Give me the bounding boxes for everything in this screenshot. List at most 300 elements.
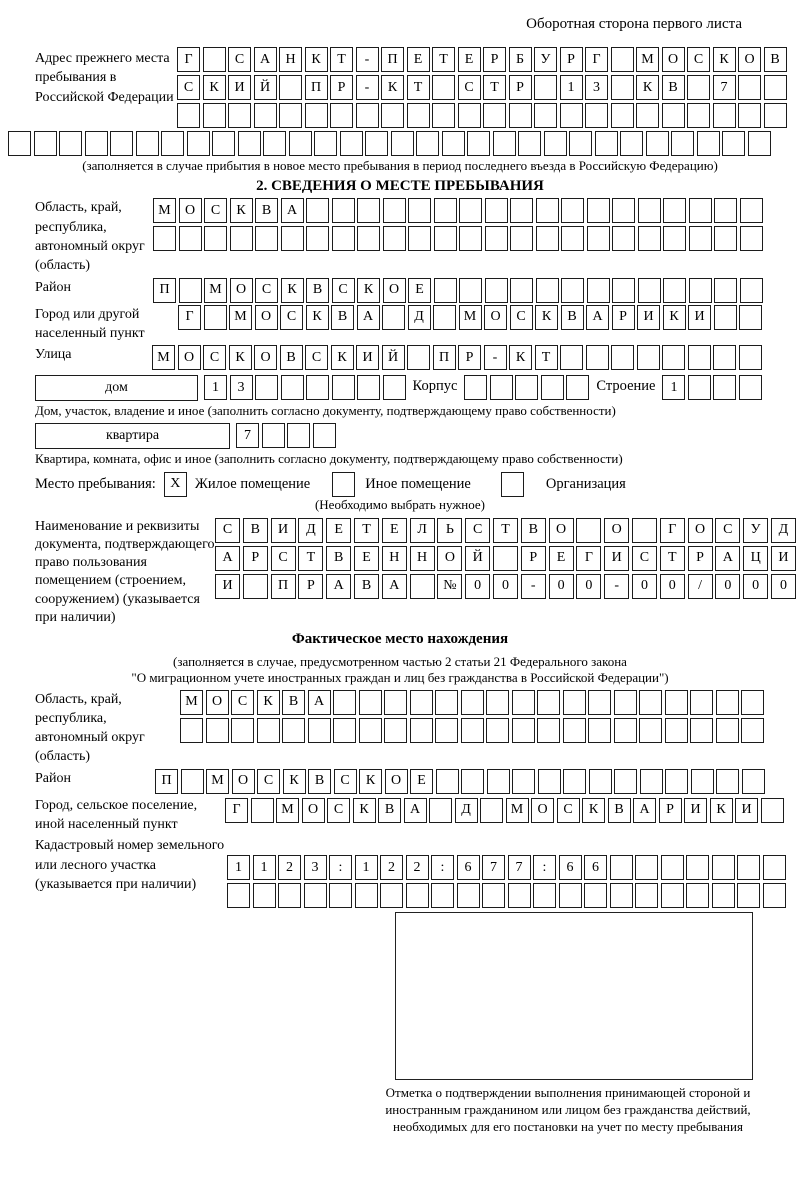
char-box: Р: [659, 798, 682, 823]
char-box: К: [203, 75, 226, 100]
char-box: Т: [354, 518, 379, 543]
char-box: [534, 103, 557, 128]
char-box: [384, 718, 407, 743]
char-box: С: [203, 345, 226, 370]
char-box: В: [354, 574, 379, 599]
char-box: Г: [225, 798, 248, 823]
char-box: И: [688, 305, 711, 330]
char-box: [508, 883, 531, 908]
char-box: [257, 718, 280, 743]
char-box: [635, 855, 658, 880]
char-box: Й: [382, 345, 405, 370]
char-box: К: [710, 798, 733, 823]
char-box: [279, 103, 302, 128]
char-box: Р: [688, 546, 713, 571]
s2-oblast-row: [35, 198, 800, 275]
char-box: [355, 883, 378, 908]
char-box: В: [561, 305, 584, 330]
char-box: Т: [298, 546, 323, 571]
char-box: Н: [279, 47, 302, 72]
char-box: Б: [509, 47, 532, 72]
char-box: [761, 798, 784, 823]
char-box: 0: [549, 574, 574, 599]
char-box: [136, 131, 159, 156]
char-box: К: [283, 769, 306, 794]
s2-dom-box: дом: [35, 375, 198, 401]
char-box: А: [357, 305, 380, 330]
option-zhiloe-label: Жилое помещение: [194, 475, 311, 492]
char-box: О: [531, 798, 554, 823]
char-box: К: [305, 47, 328, 72]
char-box: [587, 226, 610, 251]
char-box: [518, 131, 541, 156]
char-box: М: [206, 769, 229, 794]
char-box: [763, 855, 786, 880]
char-box: [538, 769, 561, 794]
char-box: [238, 131, 261, 156]
char-box: 1: [560, 75, 583, 100]
char-box: [483, 103, 506, 128]
char-box: К: [229, 345, 252, 370]
char-box: К: [357, 278, 380, 303]
char-box: :: [329, 855, 352, 880]
char-box: [436, 769, 459, 794]
char-box: [738, 103, 761, 128]
s2-ulitsa-cells: [152, 345, 762, 370]
s2-doc-cells-1: [215, 518, 796, 543]
char-box: [179, 278, 202, 303]
char-box: 7: [713, 75, 736, 100]
char-box: [639, 718, 662, 743]
char-box: [384, 690, 407, 715]
char-box: [512, 690, 535, 715]
char-box: [740, 278, 763, 303]
fact-note-2: "О миграционном учете иностранных граждан и лиц без гражданства в Российской Федерации"): [131, 670, 669, 686]
char-box: О: [604, 518, 629, 543]
char-box: О: [738, 47, 761, 72]
char-box: [407, 345, 430, 370]
char-box: 0: [715, 574, 740, 599]
fact-oblast-row: [35, 690, 800, 767]
char-box: К: [353, 798, 376, 823]
char-box: [690, 718, 713, 743]
char-box: Й: [465, 546, 490, 571]
char-box: О: [232, 769, 255, 794]
char-box: [611, 47, 634, 72]
char-box: №: [437, 574, 462, 599]
prev-address-row-2: [177, 75, 787, 100]
char-box: [640, 769, 663, 794]
char-box: А: [633, 798, 656, 823]
char-box: М: [459, 305, 482, 330]
char-box: [588, 690, 611, 715]
fact-rayon-row: [35, 769, 800, 794]
char-box: [587, 198, 610, 223]
char-box: О: [230, 278, 253, 303]
char-box: /: [688, 574, 713, 599]
char-box: [410, 690, 433, 715]
char-box: -: [356, 47, 379, 72]
char-box: О: [385, 769, 408, 794]
section2-title: 2. СВЕДЕНИЯ О МЕСТЕ ПРЕБЫВАНИЯ: [256, 178, 544, 195]
char-box: [561, 198, 584, 223]
char-box: [611, 75, 634, 100]
char-box: М: [180, 690, 203, 715]
char-box: [690, 690, 713, 715]
char-box: [408, 226, 431, 251]
char-box: [739, 345, 762, 370]
char-box: М: [152, 345, 175, 370]
char-box: 1: [355, 855, 378, 880]
char-box: [391, 131, 414, 156]
char-box: [493, 546, 518, 571]
char-box: [340, 131, 363, 156]
char-box: 1: [253, 855, 276, 880]
char-box: [406, 883, 429, 908]
char-box: 0: [576, 574, 601, 599]
char-box: А: [586, 305, 609, 330]
char-box: 0: [465, 574, 490, 599]
char-box: [561, 226, 584, 251]
s2-kvartira-row: [35, 423, 800, 449]
char-box: О: [302, 798, 325, 823]
char-box: [612, 278, 635, 303]
char-box: [663, 278, 686, 303]
char-box: П: [155, 769, 178, 794]
char-box: Р: [330, 75, 353, 100]
char-box: С: [257, 769, 280, 794]
s2-doc-label: Наименование и реквизиты документа, подтверждающего право пользования помещением (строением, сооружением) (указывается при наличии): [35, 518, 215, 625]
char-box: [637, 345, 660, 370]
char-box: К: [636, 75, 659, 100]
char-box: А: [254, 47, 277, 72]
char-box: В: [255, 198, 278, 223]
char-box: Р: [612, 305, 635, 330]
char-box: [737, 883, 760, 908]
char-box: Ь: [437, 518, 462, 543]
char-box: У: [743, 518, 768, 543]
char-box: В: [308, 769, 331, 794]
char-box: [329, 883, 352, 908]
char-box: [646, 131, 669, 156]
char-box: К: [381, 75, 404, 100]
s2-stroenie-label: Строение: [596, 378, 656, 395]
char-box: [332, 198, 355, 223]
char-box: П: [381, 47, 404, 72]
char-box: [357, 226, 380, 251]
char-box: [228, 103, 251, 128]
char-box: В: [280, 345, 303, 370]
char-box: [381, 103, 404, 128]
char-box: В: [378, 798, 401, 823]
char-box: [586, 345, 609, 370]
char-box: С: [255, 278, 278, 303]
char-box: [486, 718, 509, 743]
char-box: [537, 718, 560, 743]
char-box: И: [735, 798, 758, 823]
char-box: [663, 198, 686, 223]
char-box: [480, 798, 503, 823]
char-box: [740, 226, 763, 251]
char-box: Г: [178, 305, 201, 330]
char-box: [561, 278, 584, 303]
char-box: [485, 278, 508, 303]
char-box: [485, 226, 508, 251]
char-box: [689, 278, 712, 303]
char-box: К: [535, 305, 558, 330]
char-box: [614, 769, 637, 794]
char-box: О: [688, 518, 713, 543]
char-box: [435, 718, 458, 743]
char-box: П: [433, 345, 456, 370]
char-box: Н: [410, 546, 435, 571]
char-box: [714, 305, 737, 330]
char-box: [714, 278, 737, 303]
s2-kvartira-box: квартира: [35, 423, 230, 449]
char-box: [563, 718, 586, 743]
char-box: [689, 226, 712, 251]
char-box: В: [764, 47, 787, 72]
char-box: 0: [743, 574, 768, 599]
char-box: [515, 375, 538, 400]
char-box: [177, 103, 200, 128]
char-box: В: [521, 518, 546, 543]
char-box: 7: [482, 855, 505, 880]
char-box: [584, 883, 607, 908]
char-box: Н: [382, 546, 407, 571]
char-box: [459, 278, 482, 303]
char-box: А: [308, 690, 331, 715]
char-box: [611, 345, 634, 370]
char-box: [464, 375, 487, 400]
fact-kadastr-label: Кадастровый номер земельного или лесного участка (указывается при наличии): [35, 838, 225, 892]
char-box: [569, 131, 592, 156]
char-box: К: [306, 305, 329, 330]
char-box: [305, 103, 328, 128]
char-box: [544, 131, 567, 156]
char-box: С: [465, 518, 490, 543]
char-box: Е: [354, 546, 379, 571]
char-box: Т: [660, 546, 685, 571]
char-box: А: [326, 574, 351, 599]
char-box: [763, 883, 786, 908]
char-box: [662, 345, 685, 370]
char-box: О: [549, 518, 574, 543]
char-box: А: [715, 546, 740, 571]
char-box: [589, 769, 612, 794]
prev-address-block: [35, 47, 800, 128]
char-box: К: [257, 690, 280, 715]
char-box: [689, 198, 712, 223]
char-box: Т: [330, 47, 353, 72]
char-box: 3: [230, 375, 253, 400]
prev-address-rows: [177, 47, 787, 128]
char-box: С: [510, 305, 533, 330]
char-box: [612, 226, 635, 251]
char-box: И: [271, 518, 296, 543]
char-box: [431, 883, 454, 908]
char-box: О: [255, 305, 278, 330]
prev-address-note: (заполняется в случае прибытия в новое место пребывания в период последнего въезда в Российскую Федерацию): [82, 158, 718, 173]
char-box: [287, 423, 310, 448]
char-box: С: [458, 75, 481, 100]
char-box: [537, 690, 560, 715]
char-box: С: [557, 798, 580, 823]
char-box: 2: [278, 855, 301, 880]
char-box: С: [231, 690, 254, 715]
char-box: И: [228, 75, 251, 100]
char-box: [230, 226, 253, 251]
char-box: [332, 375, 355, 400]
char-box: С: [632, 546, 657, 571]
char-box: [380, 883, 403, 908]
char-box: Е: [408, 278, 431, 303]
char-box: [467, 131, 490, 156]
s2-ulitsa-row: [35, 345, 800, 370]
char-box: К: [663, 305, 686, 330]
s2-rayon-row: [35, 278, 800, 303]
char-box: [741, 690, 764, 715]
s2-oblast-cells-1: [153, 198, 763, 223]
char-box: Г: [177, 47, 200, 72]
char-box: [490, 375, 513, 400]
s2-ulitsa-label: Улица: [35, 347, 72, 363]
char-box: 0: [493, 574, 518, 599]
char-box: [461, 769, 484, 794]
stamp-note: Отметка о подтверждении выполнения принимающей стороной и иностранным гражданином или лицом без гражданства действий, необходимых для его постановки на учет по месту пребывания: [385, 1085, 751, 1135]
prev-address-row-1: [177, 47, 787, 72]
fact-rayon-cells: [155, 769, 765, 794]
char-box: П: [153, 278, 176, 303]
char-box: :: [533, 855, 556, 880]
char-box: [512, 769, 535, 794]
char-box: [536, 198, 559, 223]
char-box: 6: [584, 855, 607, 880]
char-box: [383, 198, 406, 223]
char-box: К: [713, 47, 736, 72]
char-box: О: [662, 47, 685, 72]
char-box: [161, 131, 184, 156]
checkbox-org: [501, 472, 524, 497]
char-box: [576, 518, 601, 543]
char-box: [282, 718, 305, 743]
char-box: А: [382, 574, 407, 599]
char-box: А: [404, 798, 427, 823]
char-box: [614, 690, 637, 715]
char-box: [534, 75, 557, 100]
char-box: [585, 103, 608, 128]
char-box: [187, 131, 210, 156]
char-box: -: [604, 574, 629, 599]
s2-dom-cells: [204, 375, 406, 400]
char-box: С: [204, 198, 227, 223]
char-box: [587, 278, 610, 303]
char-box: С: [687, 47, 710, 72]
char-box: [563, 690, 586, 715]
char-box: [408, 198, 431, 223]
char-box: [306, 375, 329, 400]
char-box: [459, 226, 482, 251]
char-box: [251, 798, 274, 823]
char-box: Е: [458, 47, 481, 72]
char-box: [432, 103, 455, 128]
char-box: [357, 198, 380, 223]
char-box: А: [215, 546, 240, 571]
char-box: [638, 226, 661, 251]
char-box: [255, 375, 278, 400]
fact-gorod-row: [35, 796, 800, 835]
char-box: О: [484, 305, 507, 330]
char-box: В: [331, 305, 354, 330]
char-box: 7: [236, 423, 259, 448]
char-box: [254, 103, 277, 128]
char-box: С: [715, 518, 740, 543]
char-box: [461, 690, 484, 715]
char-box: О: [206, 690, 229, 715]
s2-kvartira-note: Квартира, комната, офис и иное (заполнить согласно документу, подтверждающему право собственности): [35, 451, 623, 467]
char-box: [179, 226, 202, 251]
char-box: [510, 198, 533, 223]
char-box: Г: [585, 47, 608, 72]
char-box: Р: [509, 75, 532, 100]
char-box: [559, 883, 582, 908]
char-box: [713, 375, 736, 400]
char-box: [359, 690, 382, 715]
char-box: Г: [576, 546, 601, 571]
char-box: [712, 883, 735, 908]
char-box: М: [636, 47, 659, 72]
char-box: [212, 131, 235, 156]
char-box: В: [326, 546, 351, 571]
char-box: [289, 131, 312, 156]
char-box: [206, 718, 229, 743]
char-box: [740, 198, 763, 223]
char-box: К: [509, 345, 532, 370]
char-box: [661, 855, 684, 880]
char-box: Д: [298, 518, 323, 543]
char-box: [737, 855, 760, 880]
char-box: [595, 131, 618, 156]
char-box: [716, 718, 739, 743]
char-box: [632, 518, 657, 543]
char-box: [308, 718, 331, 743]
fact-oblast-label: Область, край, республика, автономный округ (область): [35, 691, 145, 765]
char-box: М: [276, 798, 299, 823]
char-box: [383, 375, 406, 400]
prev-address-row-3: [177, 103, 787, 128]
s2-gorod-row: [35, 305, 800, 344]
char-box: И: [215, 574, 240, 599]
char-box: [180, 718, 203, 743]
char-box: [662, 103, 685, 128]
fact-kadastr-cells-2: [227, 883, 786, 908]
char-box: [204, 305, 227, 330]
prev-address-row-4: [8, 131, 800, 156]
char-box: И: [604, 546, 629, 571]
char-box: [332, 226, 355, 251]
fact-kadastr-cells-1: [227, 855, 786, 880]
char-box: Й: [254, 75, 277, 100]
char-box: [614, 718, 637, 743]
char-box: И: [771, 546, 796, 571]
char-box: С: [215, 518, 240, 543]
char-box: К: [331, 345, 354, 370]
char-box: М: [204, 278, 227, 303]
char-box: [243, 574, 268, 599]
char-box: С: [280, 305, 303, 330]
char-box: Д: [455, 798, 478, 823]
char-box: [661, 883, 684, 908]
